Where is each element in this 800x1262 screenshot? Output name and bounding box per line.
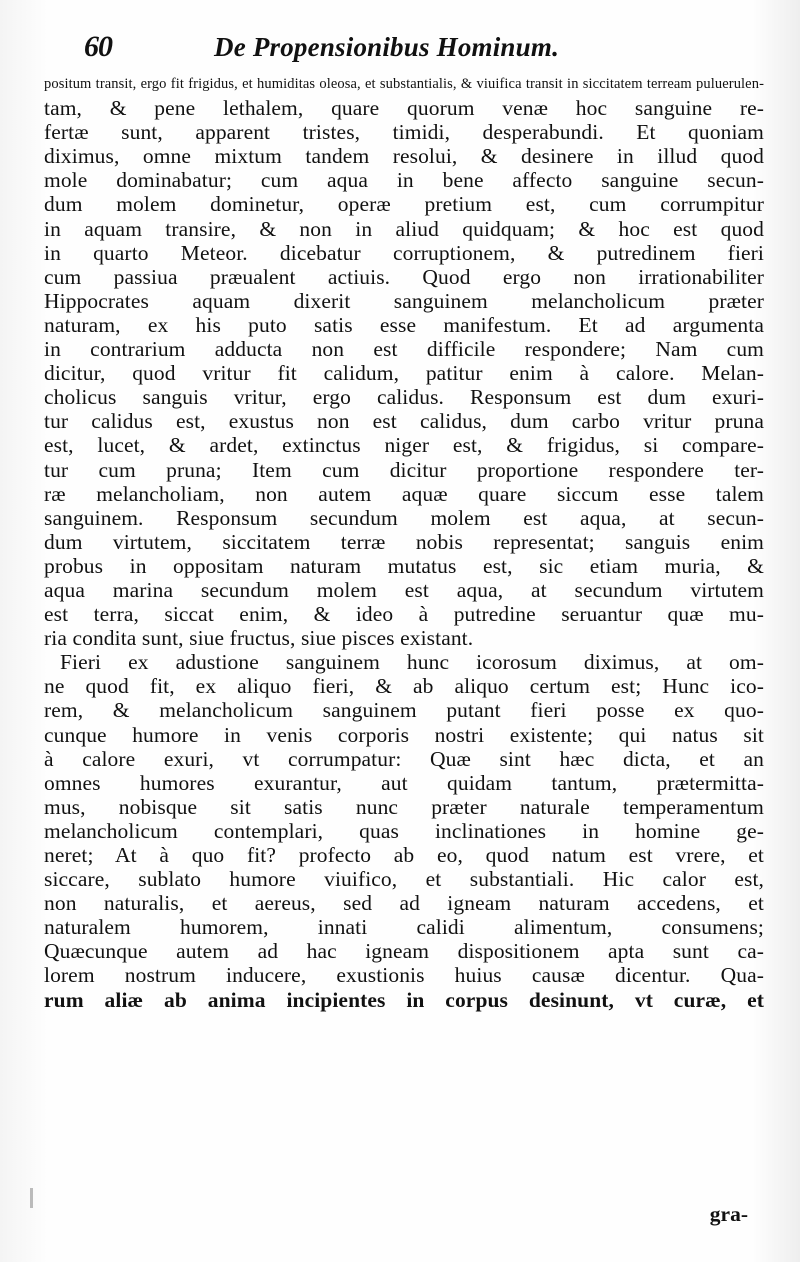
text-line: fertæ sunt, apparent tristes, timidi, desperabundi. Et quoniam xyxy=(44,120,764,145)
text-line: in quarto Meteor. dicebatur corruptionem, & putredinem fieri xyxy=(44,240,764,265)
text-line: Hippocrates aquam dixerit sanguinem melancholicum præter xyxy=(44,288,764,313)
text-line: melancholicum contemplari, quas inclinationes in homine ge- xyxy=(44,818,764,843)
page-edge-mark xyxy=(30,1188,33,1208)
text-line: in aquam transire, & non in aliud quidquam; & hoc est quod xyxy=(44,216,764,241)
text-line: siccare, sublato humore viuifico, et substantiali. Hic calor est, xyxy=(44,867,764,892)
text-line: dum molem dominetur, operæ pretium est, cum corrumpitur xyxy=(44,192,764,217)
text-line: mole dominabatur; cum aqua in bene affecto sanguine secun- xyxy=(44,168,764,193)
text-line: naturam, ex his puto satis esse manifestum. Et ad argumenta xyxy=(44,312,764,337)
text-line: omnes humores exurantur, aut quidam tantum, prætermitta- xyxy=(44,770,764,795)
text-line: rum aliæ ab anima incipientes in corpus desinunt, vt curæ, et xyxy=(44,987,764,1012)
text-line: mus, nobisque sit satis nunc præter naturale temperamentum xyxy=(44,794,764,819)
text-line: sanguinem. Responsum secundum molem est aqua, at secun- xyxy=(44,505,764,530)
catchword: gra- xyxy=(709,1202,748,1226)
running-title: De Propensionibus Hominum. xyxy=(214,32,560,62)
page-header xyxy=(84,30,764,70)
text-line: cum passiua præualent actiuis. Quod ergo non irrationabiliter xyxy=(44,264,764,289)
text-line: cholicus sanguis vritur, ergo calidus. Responsum est dum exuri- xyxy=(44,385,764,410)
text-line: lorem nostrum inducere, exustionis huius causæ dicentur. Qua- xyxy=(44,963,764,988)
text-line: Fieri ex adustione sanguinem hunc icorosum diximus, at om- xyxy=(60,650,764,675)
text-line: naturalem humorem, innati calidi alimentum, consumens; xyxy=(44,915,764,940)
text-line: Quæcunque autem ad hac igneam dispositionem apta sunt ca- xyxy=(44,939,764,964)
text-line: tam, & pene lethalem, quare quorum venæ hoc sanguine re- xyxy=(44,96,764,121)
page-number: 60 xyxy=(84,30,112,63)
text-line: neret; At à quo fit? profecto ab eo, quod natum est vrere, et xyxy=(44,843,764,867)
text-line: ræ melancholiam, non autem aquæ quare siccum esse talem xyxy=(44,481,764,506)
text-line: est terra, siccat enim, & ideo à putredine seruantur quæ mu- xyxy=(44,602,764,627)
text-line: tur calidus est, exustus non est calidus, dum carbo vritur pruna xyxy=(44,409,764,434)
text-line: ne quod fit, ex aliquo fieri, & ab aliquo certum est; Hunc ico- xyxy=(44,674,764,699)
text-line: non naturalis, et aereus, sed ad igneam naturam accedens, et xyxy=(44,891,764,916)
text-line: positum transit, ergo fit frigidus, et humiditas oleosa, et substantialis, & viuifica transit in siccitatem terream puluerulen- xyxy=(44,76,764,92)
text-line: aqua marina secundum molem est aqua, at secundum virtutem xyxy=(44,577,764,602)
text-line: dicitur, quod vritur fit calidum, patitur enim à calore. Melan- xyxy=(44,361,764,386)
text-line: à calore exuri, vt corrumpatur: Quæ sint hæc dicta, et an xyxy=(44,746,764,771)
text-line: dum virtutem, siccitatem terræ nobis representat; sanguis enim xyxy=(44,529,764,554)
body-text xyxy=(44,72,764,1012)
text-line: probus in oppositam naturam mutatus est, sic etiam muria, & xyxy=(44,553,764,578)
text-line: est, lucet, & ardet, extinctus niger est, & frigidus, si compare- xyxy=(44,433,764,458)
text-line: cunque humore in venis corporis nostri existente; qui natus sit xyxy=(44,722,764,747)
text-line: rem, & melancholicum sanguinem putant fieri posse ex quo- xyxy=(44,698,764,723)
text-line: in contrarium adducta non est difficile respondere; Nam cum xyxy=(44,337,764,362)
text-line: tur cum pruna; Item cum dicitur proportione respondere ter- xyxy=(44,457,764,482)
text-line: diximus, omne mixtum tandem resolui, & desinere in illud quod xyxy=(44,144,764,169)
text-line: ria condita sunt, siue fructus, siue pisces existant. xyxy=(44,626,474,651)
